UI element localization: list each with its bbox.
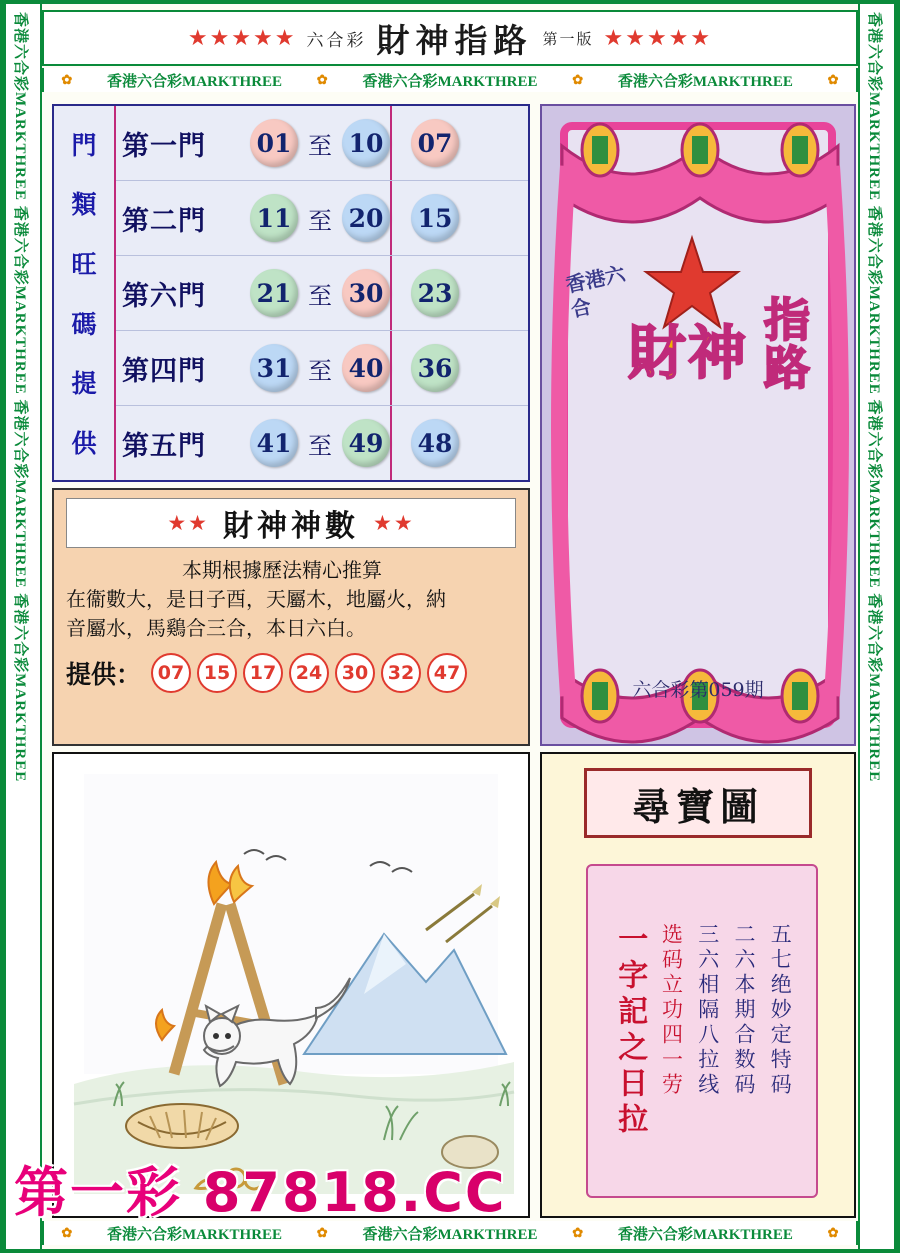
illustration-panel [52,752,530,1218]
gate-pick-cell [390,106,478,180]
top-band-item-3: 香港六合彩MARKTHREE [617,73,793,90]
gate-range-separator: 至 [308,281,332,310]
gate-range-from: 11 [250,194,298,242]
left-marquee-strip [4,4,42,1249]
clover-icon: ✿ [827,1225,839,1240]
list-item: 15 [197,653,237,693]
clover-icon: ✿ [316,72,328,87]
poster-issue-number: 六合彩第059期 [632,679,764,701]
gate-pick: 36 [411,344,459,392]
poster-hk-label: 香港六合 [563,261,628,322]
list-item: 07 [151,653,191,693]
fox-and-fire-illustration [54,754,528,1216]
gate-name: 第五門 [122,430,206,462]
divine-text-line-2: 在衞數大，是日子酉，天屬木，地屬火，納 [66,587,446,611]
scroll-columns [601,909,804,1153]
gate-pick-cell [390,406,478,480]
gates-label-char-3: 碼 [71,309,97,339]
clover-icon: ✿ [572,1225,584,1240]
poster-side-title: 指路 [764,293,810,396]
table-row [116,181,528,256]
scroll-column-main: 一字記之日拉 [612,923,648,1139]
gate-name: 第二門 [122,205,206,237]
gate-range-to: 20 [342,194,390,242]
stars-left-icon: ★★★★★ [187,25,297,50]
gate-range-separator: 至 [308,356,332,385]
right-marquee-text: 香港六合彩MARKTHREE 香港六合彩MARKTHREE 香港六合彩MARKTHREE 香港六合彩MARKTHREE [866,12,882,783]
gate-name: 第四門 [122,355,206,387]
watermark-text: 第一彩 [14,1161,182,1224]
header-subtitle: 六合彩 [306,30,367,50]
clover-icon: ✿ [827,72,839,87]
gate-pick: 15 [411,194,459,242]
treasure-panel [540,752,856,1218]
gate-range-to: 40 [342,344,390,392]
treasure-title: 尋寶圖 [584,768,812,838]
list-item: 24 [289,653,329,693]
table-row [116,406,528,480]
gate-name: 第一門 [122,130,206,162]
scroll-graphic [586,864,818,1198]
gate-range-separator: 至 [308,431,332,460]
gate-range-to: 49 [342,419,390,467]
gate-range-from: 01 [250,119,298,167]
divine-numbers-panel [52,488,530,746]
gate-pick-cell [390,331,478,405]
divine-text-line-3: 音屬水，馬鷄合三合，本日六白。 [66,616,366,640]
content-area [44,96,864,1226]
stars-right-icon: ★★ [373,510,415,535]
top-band-item-1: 香港六合彩MARKTHREE [107,73,283,90]
page-title: 財神指路 [376,20,533,60]
divine-title: 財神神數 [223,509,359,544]
gate-range-from: 21 [250,269,298,317]
gate-pick: 07 [411,119,459,167]
divine-provide-label: 提供： [66,660,142,689]
poster-decoration [542,106,856,746]
divine-number-list [66,653,516,693]
list-item: 47 [427,653,467,693]
header-version: 第一版 [542,31,594,48]
poster-panel [540,104,856,746]
top-marquee-band [42,68,858,92]
gates-label-char-4: 提 [71,369,97,399]
divine-text-line-1: 本期根據歷法精心推算 [182,558,382,582]
top-band-item-2: 香港六合彩MARKTHREE [362,73,538,90]
stars-left-icon: ★★ [167,510,209,535]
poster-main-title: 財神 [628,319,749,387]
gates-label-char-5: 供 [71,429,97,459]
gate-pick-cell [390,181,478,255]
list-item: 17 [243,653,283,693]
gate-range-separator: 至 [308,131,332,160]
clover-icon: ✿ [61,1225,73,1240]
gate-name: 第六門 [122,280,206,312]
page-header [42,10,858,66]
clover-icon: ✿ [572,72,584,87]
gate-range-to: 30 [342,269,390,317]
bottom-band-item-1: 香港六合彩MARKTHREE [107,1226,283,1243]
table-row [116,256,528,331]
table-row [116,106,528,181]
clover-icon: ✿ [316,1225,328,1240]
gates-rows [116,106,528,480]
gates-vertical-label [54,106,116,480]
stars-right-icon: ★★★★★ [603,25,713,50]
gates-table [52,104,530,482]
scroll-column-5: 五七绝妙定特码 [768,923,793,1098]
watermark-url: 87818.CC [202,1161,507,1224]
gate-pick: 48 [411,419,459,467]
gates-label-char-2: 旺 [71,250,97,280]
divine-header [66,498,516,548]
scroll-column-3: 三六相隔八拉线 [695,923,720,1098]
site-watermark [14,1150,506,1227]
gates-label-char-0: 門 [71,130,97,160]
gate-range-from: 41 [250,419,298,467]
gate-range-from: 31 [250,344,298,392]
gate-pick: 23 [411,269,459,317]
gates-label-char-1: 類 [71,190,97,220]
gate-range-to: 10 [342,119,390,167]
table-row [116,331,528,406]
scroll-column-4: 二六本期合数码 [732,923,756,1098]
left-marquee-text: 香港六合彩MARKTHREE 香港六合彩MARKTHREE 香港六合彩MARKTHREE 香港六合彩MARKTHREE [12,12,28,783]
list-item: 30 [335,653,375,693]
gate-pick-cell [390,256,478,330]
scroll-column-2: 选码立功四一劳 [659,923,684,1098]
clover-icon: ✿ [61,72,73,87]
bottom-band-item-2: 香港六合彩MARKTHREE [362,1226,538,1243]
list-item: 32 [381,653,421,693]
gate-range-separator: 至 [308,206,332,235]
bottom-band-item-3: 香港六合彩MARKTHREE [617,1226,793,1243]
